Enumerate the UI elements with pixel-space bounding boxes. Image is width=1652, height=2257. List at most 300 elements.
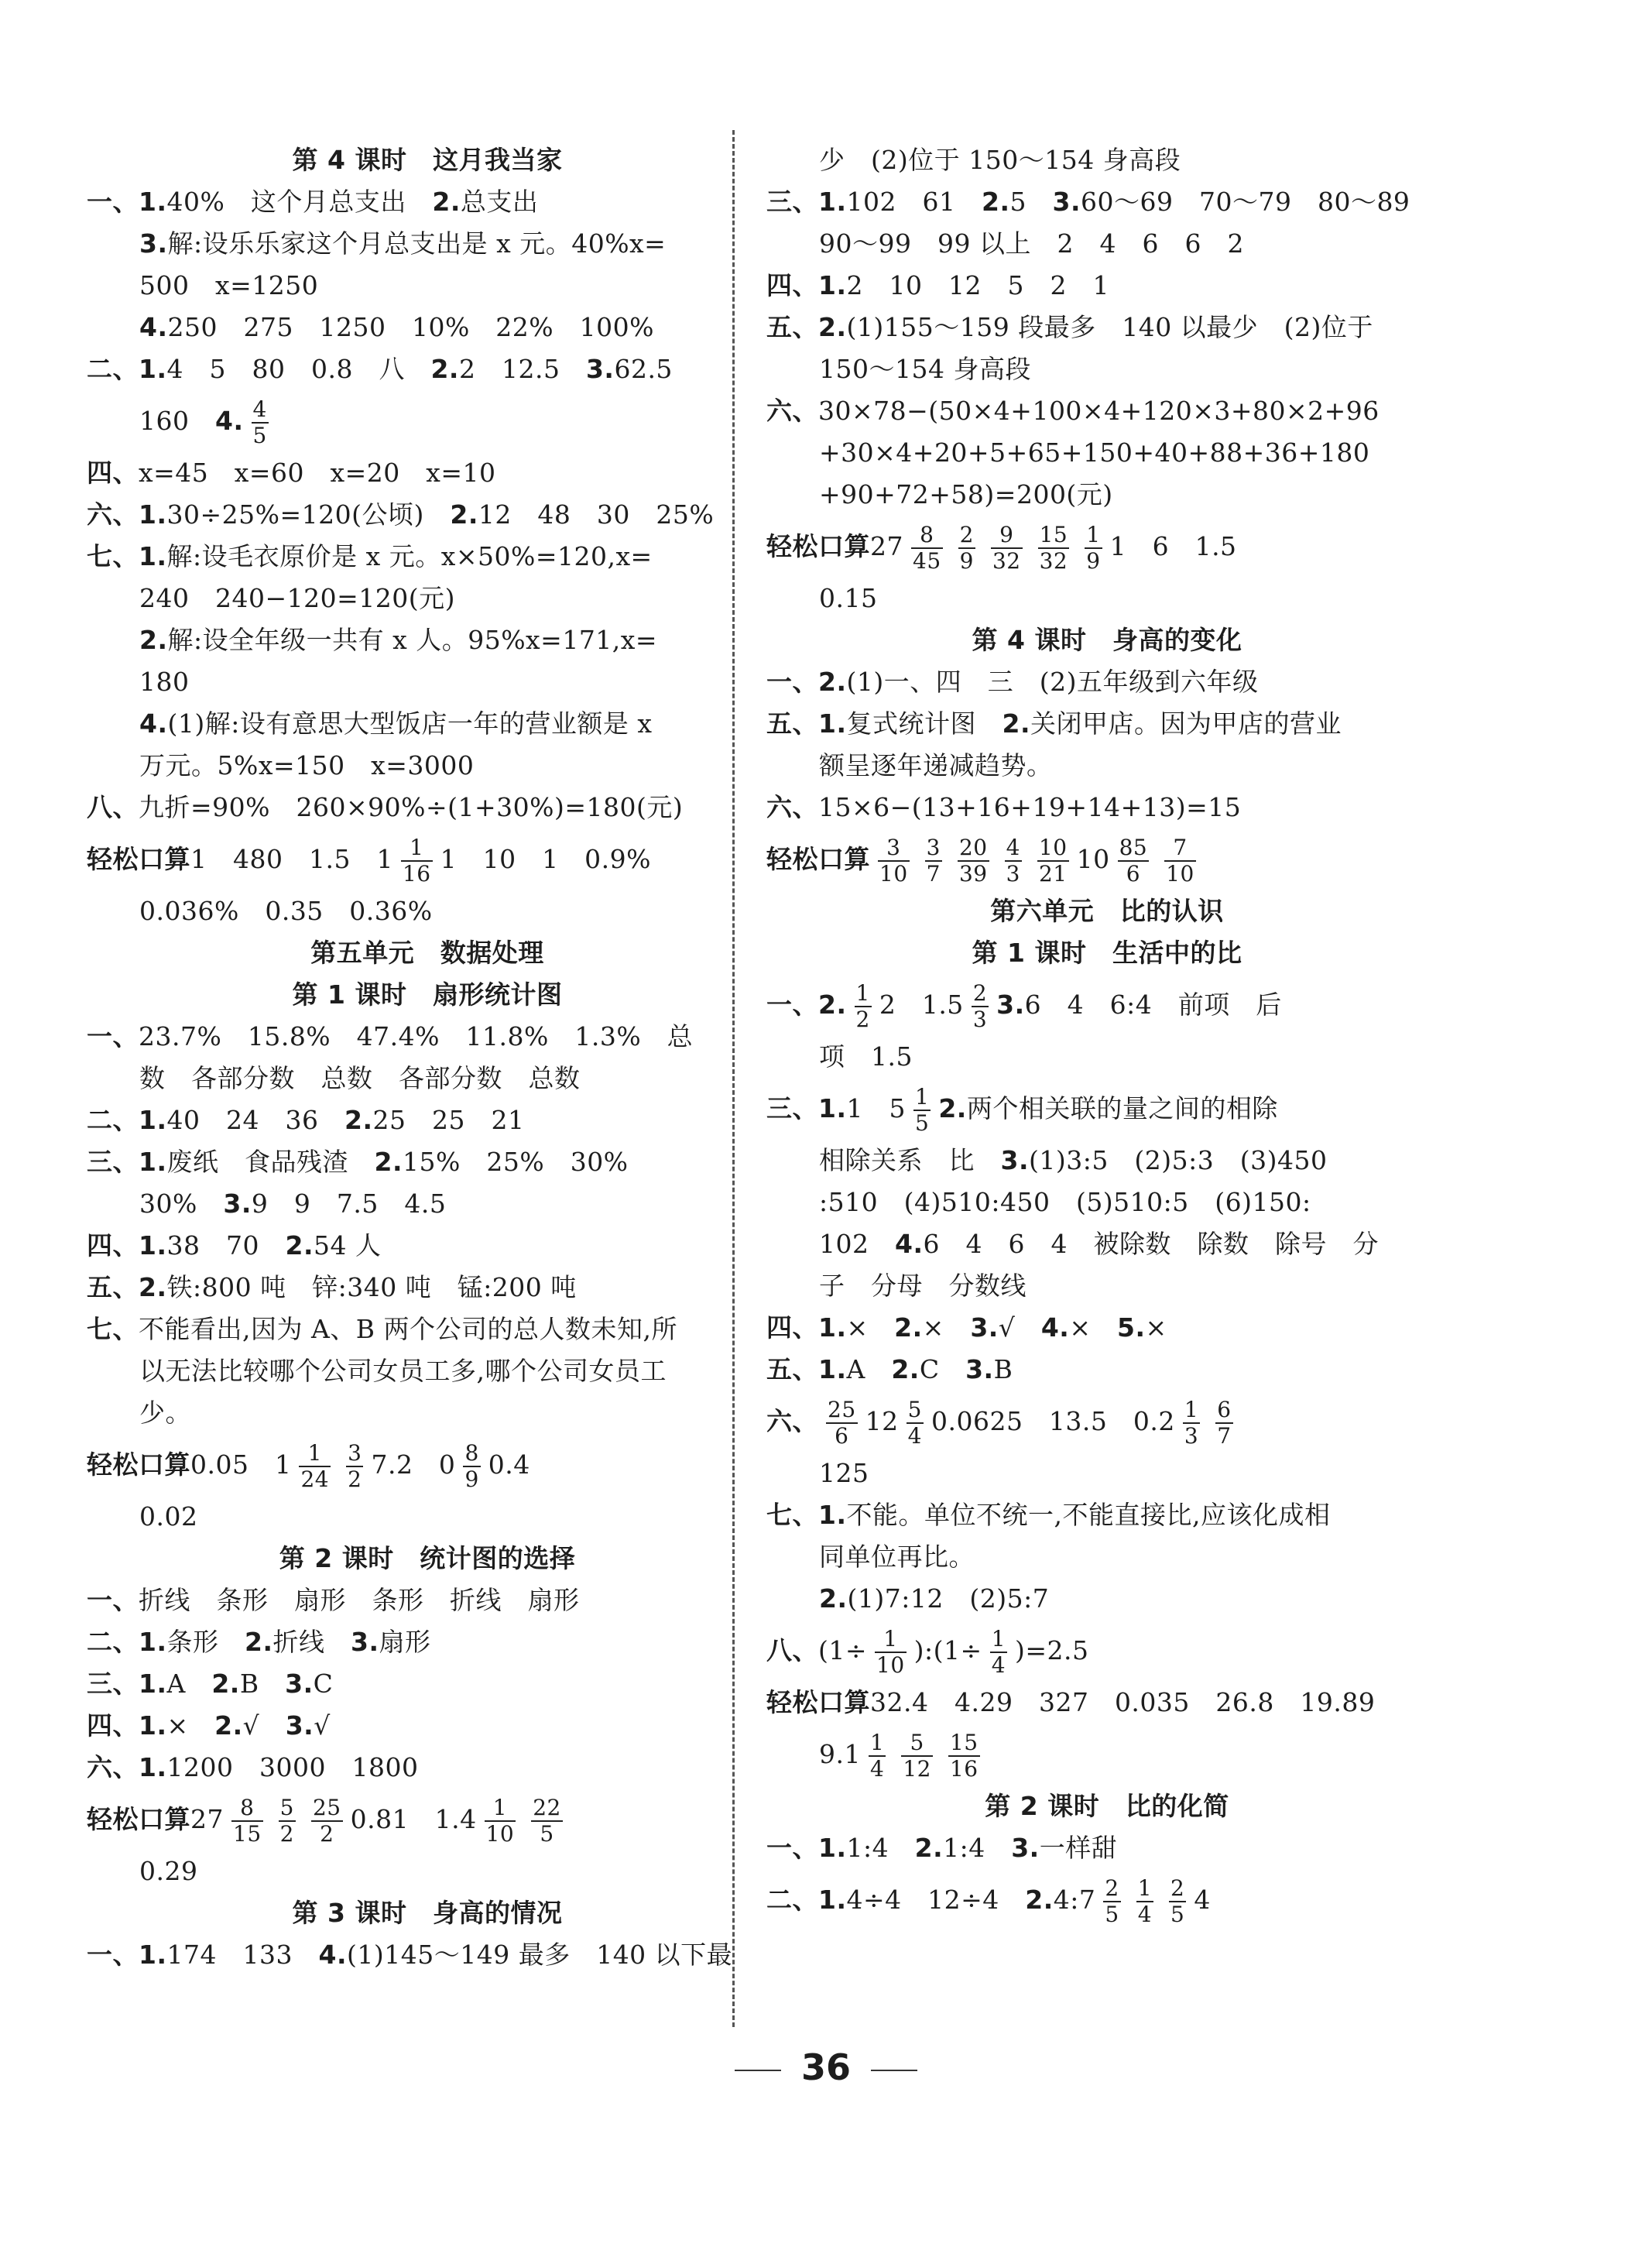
fraction-denominator: 9 [959, 548, 974, 574]
fraction-numerator: 3 [348, 1440, 362, 1466]
answer-text: (1÷ [818, 1635, 868, 1665]
fraction-denominator: 32 [992, 548, 1021, 574]
answer-text: 折线 条形 扇形 条形 折线 扇形 [139, 1585, 580, 1615]
answer-text: 扇形 [379, 1627, 431, 1657]
fraction [1215, 1398, 1232, 1449]
answer-text: 40 24 36 [166, 1105, 344, 1135]
fraction [1085, 523, 1102, 574]
answer-text: 4 [1194, 1885, 1211, 1915]
answer-line [87, 890, 768, 932]
answer-line [766, 1494, 1448, 1536]
fraction [826, 1398, 858, 1449]
fraction-denominator: 32 [1039, 548, 1068, 574]
fraction-numerator: 1 [855, 980, 870, 1006]
answer-text: 折线 [272, 1627, 351, 1657]
answer-text: :510 (4)510:450 (5)510:5 (6)150: [819, 1187, 1311, 1217]
answer-line [766, 1265, 1448, 1307]
answer-line [766, 474, 1448, 516]
answer-text: × [846, 1312, 895, 1343]
fraction-denominator: 3 [1006, 861, 1020, 887]
fraction-numerator: 25 [828, 1397, 856, 1422]
answer-text: 62.5 [614, 354, 673, 384]
answer-text: 30×78−(50×4+100×4+120×3+80×2+96 [818, 396, 1380, 426]
answer-text: 0.4 [488, 1449, 530, 1480]
fraction [901, 1730, 933, 1782]
answer-text: 以无法比较哪个公司女员工多,哪个公司女员工 [139, 1356, 667, 1386]
fraction-denominator: 7 [926, 861, 941, 887]
fraction-numerator: 5 [910, 1730, 924, 1755]
question-label: 2. [214, 1710, 243, 1741]
answer-text: 30% [139, 1189, 224, 1219]
answer-text: 两个相关联的量之间的相除 [966, 1093, 1278, 1123]
answer-text: (1)3:5 (2)5:3 (3)450 [1029, 1145, 1328, 1175]
fraction-denominator: 16 [402, 861, 431, 887]
answer-line [87, 307, 768, 348]
answer-text: 54 人 [313, 1230, 382, 1261]
heading-text: 第六单元 比的认识 [990, 896, 1224, 926]
answer-line [87, 1183, 768, 1225]
fraction-numerator: 1 [492, 1795, 508, 1820]
answer-text: 38 70 [166, 1230, 286, 1261]
question-label: 2. [344, 1105, 373, 1135]
answer-text: 125 [819, 1458, 869, 1488]
answer-text: )=2.5 [1015, 1635, 1089, 1665]
question-label: 2. [285, 1230, 314, 1261]
answer-text: × [1069, 1312, 1117, 1343]
answer-text: 少 (2)位于 150～154 身高段 [819, 145, 1181, 175]
fraction-numerator: 3 [926, 835, 941, 860]
answer-text: 15×6−(13+16+19+14+13)=15 [818, 792, 1242, 822]
answer-line [766, 307, 1448, 348]
question-label: 2. [430, 354, 459, 384]
question-label: 五、1. [766, 1354, 847, 1384]
question-label: 3. [139, 228, 168, 259]
heading-text: 第 4 课时 这月我当家 [292, 145, 563, 175]
answer-text: 废纸 食品残渣 [166, 1147, 375, 1177]
fraction-numerator: 85 [1119, 835, 1148, 860]
answer-text: 25 25 21 [372, 1105, 525, 1135]
answer-text: 2 10 12 5 2 1 [846, 270, 1109, 300]
question-label: 六、1. [87, 499, 167, 530]
answer-text: 1200 3000 1800 [166, 1752, 419, 1782]
question-label: 五、1. [766, 708, 847, 739]
fraction [1118, 835, 1150, 887]
answer-line [766, 1391, 1448, 1453]
question-label: 3. [1000, 1145, 1029, 1175]
fraction-numerator: 4 [1006, 835, 1020, 860]
fraction-numerator: 2 [1105, 1875, 1119, 1901]
fraction-numerator: 2 [972, 980, 988, 1006]
column-divider [732, 130, 735, 2027]
answer-line [87, 1016, 768, 1058]
question-label: 一、1. [87, 187, 167, 217]
answer-line [87, 1580, 768, 1621]
question-label: 2. [891, 1354, 920, 1384]
answer-text: 子 分母 分数线 [819, 1271, 1027, 1301]
fraction-denominator: 5 [1105, 1902, 1119, 1927]
answer-text: 0.05 1 [190, 1449, 292, 1480]
question-label: 七、1. [766, 1500, 847, 1530]
fraction [972, 981, 989, 1032]
fraction-denominator: 4 [1137, 1902, 1153, 1927]
fraction [252, 397, 269, 448]
fraction [1169, 1876, 1186, 1927]
answer-line [87, 787, 768, 828]
question-label: 轻松口算 [766, 844, 870, 874]
question-label: 轻松口算 [766, 531, 870, 561]
answer-line [87, 619, 768, 661]
answer-line [87, 348, 768, 390]
fraction-numerator: 15 [1039, 522, 1068, 547]
answer-line [766, 1536, 1448, 1578]
answer-line [87, 1225, 768, 1267]
answer-text: 174 133 [166, 1940, 319, 1970]
question-label: 2. [450, 499, 478, 530]
answer-text: x=45 x=60 x=20 x=10 [139, 458, 496, 488]
fraction [1037, 835, 1069, 887]
left-column [87, 139, 768, 1976]
answer-line [766, 1182, 1448, 1223]
fraction [875, 1627, 907, 1678]
answer-text: 4÷4 12÷4 [846, 1885, 1026, 1915]
answer-line [87, 1434, 768, 1496]
fraction-numerator: 5 [279, 1795, 294, 1820]
answer-line [766, 139, 1448, 181]
question-label: 2. [894, 1312, 923, 1343]
answer-line [766, 974, 1448, 1036]
answer-text: 1 6 1.5 [1109, 531, 1237, 561]
fraction-numerator: 1 [869, 1730, 885, 1755]
fraction [1164, 835, 1196, 887]
answer-text: +90+72+58)=200(元) [819, 479, 1113, 509]
question-label: 3. [351, 1627, 379, 1657]
answer-text: B [239, 1669, 286, 1699]
answer-line [87, 1141, 768, 1183]
fraction [279, 1796, 296, 1847]
answer-line [766, 348, 1448, 390]
answer-text: 0.036% 0.35 0.36% [139, 896, 433, 926]
answer-text: 0.81 1.4 [350, 1804, 477, 1834]
answer-text: 1:4 [943, 1833, 1012, 1863]
fraction-numerator: 6 [1217, 1397, 1232, 1422]
fraction-denominator: 2 [311, 1820, 343, 1847]
section-heading [766, 619, 1448, 661]
fraction-denominator: 6 [1118, 860, 1150, 887]
question-label: 4. [1040, 1312, 1070, 1343]
answer-line [766, 516, 1448, 578]
fraction-denominator: 2 [348, 1466, 362, 1492]
answer-text: (1)一、四 三 (2)五年级到六年级 [846, 667, 1259, 697]
answer-text: 0.02 [139, 1501, 198, 1532]
fraction [991, 523, 1023, 574]
question-label: 一、2. [766, 990, 847, 1020]
answer-text: 同单位再比。 [819, 1542, 975, 1572]
answer-text: 150～154 身高段 [819, 354, 1031, 384]
question-label: 4. [895, 1229, 924, 1259]
fraction-denominator: 3 [972, 1007, 988, 1032]
answer-text: 160 [139, 406, 215, 436]
question-label: 六、 [766, 1406, 818, 1436]
fraction-numerator: 7 [1173, 835, 1188, 860]
answer-line [766, 787, 1448, 828]
answer-text: 项 1.5 [819, 1041, 913, 1072]
answer-text: 40% 这个月总支出 [166, 187, 433, 217]
heading-text: 第 2 课时 比的化简 [985, 1791, 1229, 1821]
fraction [990, 1627, 1007, 1678]
answer-text: 32.4 4.29 327 0.035 26.8 19.89 [870, 1687, 1376, 1717]
answer-text: 23.7% 15.8% 47.4% 11.8% 1.3% 总 [139, 1021, 694, 1051]
answer-text: 4 5 80 0.8 八 [166, 354, 431, 384]
answer-line [766, 1869, 1448, 1931]
question-label: 一、 [87, 1585, 139, 1615]
question-label: 2. [245, 1627, 273, 1657]
answer-text: C [313, 1669, 334, 1699]
answer-line [766, 1453, 1448, 1494]
fraction [485, 1796, 516, 1847]
fraction [958, 523, 975, 574]
fraction [925, 835, 942, 887]
footer-dash-left [735, 2070, 781, 2071]
question-label: 4. [215, 406, 244, 436]
question-label: 2. [432, 187, 461, 217]
question-label: 3. [285, 1669, 314, 1699]
section-heading [87, 1538, 768, 1580]
answer-text: × [1145, 1312, 1167, 1343]
fraction [855, 981, 872, 1032]
fraction [948, 1730, 980, 1782]
answer-line [766, 1682, 1448, 1724]
answer-line [87, 578, 768, 619]
answer-line [87, 1267, 768, 1309]
fraction-numerator: 3 [886, 835, 901, 860]
answer-text: 解:设毛衣原价是 x 元。x×50%=120,x= [166, 541, 653, 571]
question-label: 三、1. [766, 1093, 847, 1123]
question-label: 3. [1052, 187, 1081, 217]
fraction-numerator: 1 [307, 1440, 322, 1466]
fraction [907, 1398, 924, 1449]
fraction-denominator: 21 [1038, 861, 1068, 887]
question-label: 六、 [766, 792, 818, 822]
fraction [1005, 835, 1022, 887]
answer-line [766, 1578, 1448, 1620]
heading-text: 第 3 课时 身高的情况 [292, 1898, 563, 1928]
fraction-numerator: 22 [533, 1795, 561, 1820]
answer-text: 6 4 6 4 被除数 除数 除号 分 [923, 1229, 1379, 1259]
fraction [231, 1796, 263, 1847]
fraction [878, 835, 910, 887]
answer-text: 条形 [166, 1627, 245, 1657]
question-label: 2. [819, 1583, 848, 1614]
question-label: 三、1. [87, 1147, 167, 1177]
answer-text: 500 x=1250 [139, 270, 319, 300]
fraction-denominator: 6 [826, 1422, 858, 1449]
answer-text: 7.2 0 [371, 1449, 456, 1480]
answer-text: 解:设乐乐家这个月总支出是 x 元。40%x= [167, 228, 667, 259]
question-label: 轻松口算 [87, 844, 190, 874]
answer-line [87, 265, 768, 307]
question-label: 3. [585, 354, 615, 384]
fraction-denominator: 9 [464, 1466, 479, 1492]
fraction-denominator: 2 [279, 1821, 294, 1847]
answer-text: 不能。单位不统一,不能直接比,应该化成相 [846, 1500, 1331, 1530]
answer-text: 180 [139, 667, 190, 697]
question-label: 3. [970, 1312, 999, 1343]
fraction-denominator: 7 [1217, 1423, 1232, 1449]
answer-text: 5 [1009, 187, 1053, 217]
answer-line [87, 1621, 768, 1663]
answer-text: 总支出 [460, 187, 539, 217]
fraction [1038, 523, 1070, 574]
answer-line [87, 1058, 768, 1099]
answer-text: 数 各部分数 总数 各部分数 总数 [139, 1063, 581, 1093]
fraction-denominator: 39 [958, 861, 988, 887]
fraction [869, 1730, 886, 1782]
fraction-numerator: 2 [959, 522, 974, 547]
answer-text: 1 5 [846, 1093, 906, 1123]
answer-line [766, 1223, 1448, 1265]
answer-line [766, 1078, 1448, 1140]
answer-line [87, 661, 768, 703]
answer-text: 不能看出,因为 A、B 两个公司的总人数未知,所 [139, 1314, 678, 1344]
fraction-numerator: 1 [1184, 1397, 1199, 1422]
question-label: 四、1. [87, 1710, 167, 1741]
question-label: 二、1. [87, 1105, 167, 1135]
question-label: 2. [914, 1833, 944, 1863]
answer-text: 30÷25%=120(公顷) [166, 499, 451, 530]
fraction [1103, 1876, 1120, 1927]
answer-line [87, 1392, 768, 1434]
answer-text: A [166, 1669, 212, 1699]
fraction-numerator: 2 [1170, 1875, 1185, 1901]
page-number: 36 [800, 2046, 851, 2088]
question-label: 一、1. [766, 1833, 847, 1863]
question-label: 3. [1011, 1833, 1040, 1863]
answer-line [87, 181, 768, 223]
fraction [531, 1796, 563, 1847]
answer-line [87, 828, 768, 890]
answer-line [87, 1934, 768, 1976]
question-label: 3. [223, 1189, 252, 1219]
question-label: 五、2. [766, 312, 847, 342]
answer-text: ):(1÷ [913, 1635, 982, 1665]
answer-text: 解:设全年级一共有 x 人。95%x=171,x= [167, 625, 658, 655]
answer-line [766, 265, 1448, 307]
question-label: 5. [1117, 1312, 1146, 1343]
fraction-denominator: 10 [485, 1821, 515, 1847]
fraction-numerator: 8 [920, 522, 934, 547]
answer-text: 240 240−120=120(元) [139, 583, 455, 613]
question-label: 八、 [766, 1635, 818, 1665]
answer-text: 12 48 30 25% [478, 499, 715, 530]
answer-line [87, 1705, 768, 1747]
answer-line [766, 828, 1448, 890]
answer-line [766, 745, 1448, 787]
answer-text: 1:4 [846, 1833, 915, 1863]
answer-text: 12 [865, 1406, 899, 1436]
answer-line [766, 661, 1448, 703]
answer-line [87, 1099, 768, 1141]
fraction-denominator: 5 [531, 1820, 563, 1847]
answer-text: (1)7:12 (2)5:7 [847, 1583, 1050, 1614]
fraction-denominator: 15 [233, 1821, 262, 1847]
fraction [311, 1796, 343, 1847]
fraction-denominator: 10 [876, 1652, 905, 1678]
answer-line [766, 1140, 1448, 1182]
answer-text: 铁:800 吨 锌:340 吨 锰:200 吨 [166, 1272, 577, 1302]
answer-line [87, 745, 768, 787]
fraction [299, 1441, 331, 1492]
question-label: 二、1. [87, 1627, 167, 1657]
fraction-numerator: 5 [907, 1397, 922, 1422]
fraction-denominator: 12 [903, 1756, 931, 1782]
answer-line [766, 390, 1448, 432]
fraction-denominator: 16 [949, 1756, 979, 1782]
answer-line [87, 1789, 768, 1851]
fraction [1183, 1398, 1200, 1449]
answer-line [87, 1350, 768, 1392]
answer-text: 九折=90% 260×90%÷(1+30%)=180(元) [139, 792, 684, 822]
answer-text: 关闭甲店。因为甲店的营业 [1030, 708, 1342, 739]
fraction-denominator: 10 [879, 861, 908, 887]
fraction-denominator: 5 [1170, 1902, 1185, 1927]
fraction-denominator: 9 [1086, 548, 1101, 574]
question-label: 2. [1025, 1885, 1054, 1915]
answer-text: × [166, 1710, 215, 1741]
fraction-numerator: 1 [915, 1084, 930, 1110]
question-label: 2. [981, 187, 1010, 217]
answer-text: 0.15 [819, 583, 878, 613]
fraction-numerator: 1 [410, 835, 424, 860]
answer-text: 9 9 7.5 4.5 [251, 1189, 447, 1219]
question-label: 三、1. [766, 187, 847, 217]
answer-text: A [846, 1354, 892, 1384]
section-heading [87, 139, 768, 181]
heading-text: 第 2 课时 统计图的选择 [279, 1543, 576, 1573]
section-heading [766, 932, 1448, 974]
answer-text: 27 [870, 531, 903, 561]
answer-text: 0.0625 13.5 0.2 [931, 1406, 1175, 1436]
heading-text: 第 1 课时 扇形统计图 [292, 979, 563, 1010]
question-label: 4. [139, 708, 168, 739]
answer-line [766, 1307, 1448, 1349]
section-heading [87, 932, 768, 974]
question-label: 2. [211, 1669, 240, 1699]
fraction [346, 1441, 363, 1492]
answer-text: C [919, 1354, 966, 1384]
fraction-numerator: 10 [1038, 835, 1068, 860]
fraction-numerator: 1 [1137, 1875, 1153, 1901]
fraction-denominator: 2 [855, 1007, 870, 1032]
section-heading [87, 974, 768, 1016]
answer-line [766, 1724, 1448, 1785]
answer-line [87, 494, 768, 536]
question-label: 四、1. [766, 270, 847, 300]
answer-line [87, 1496, 768, 1538]
answer-text: B [993, 1354, 1013, 1384]
answer-text: √ [242, 1710, 286, 1741]
answer-text: 万元。5%x=150 x=3000 [139, 750, 475, 780]
heading-text: 第 4 课时 身高的变化 [972, 625, 1242, 655]
answer-line [766, 1036, 1448, 1078]
answer-text: 250 275 1250 10% 22% 100% [167, 312, 654, 342]
answer-line [766, 223, 1448, 265]
question-label: 轻松口算 [87, 1449, 190, 1480]
fraction-denominator: 45 [913, 548, 941, 574]
answer-line [766, 1620, 1448, 1682]
question-label: 五、2. [87, 1272, 167, 1302]
question-label: 3. [285, 1710, 314, 1741]
footer-dash-right [871, 2070, 917, 2071]
